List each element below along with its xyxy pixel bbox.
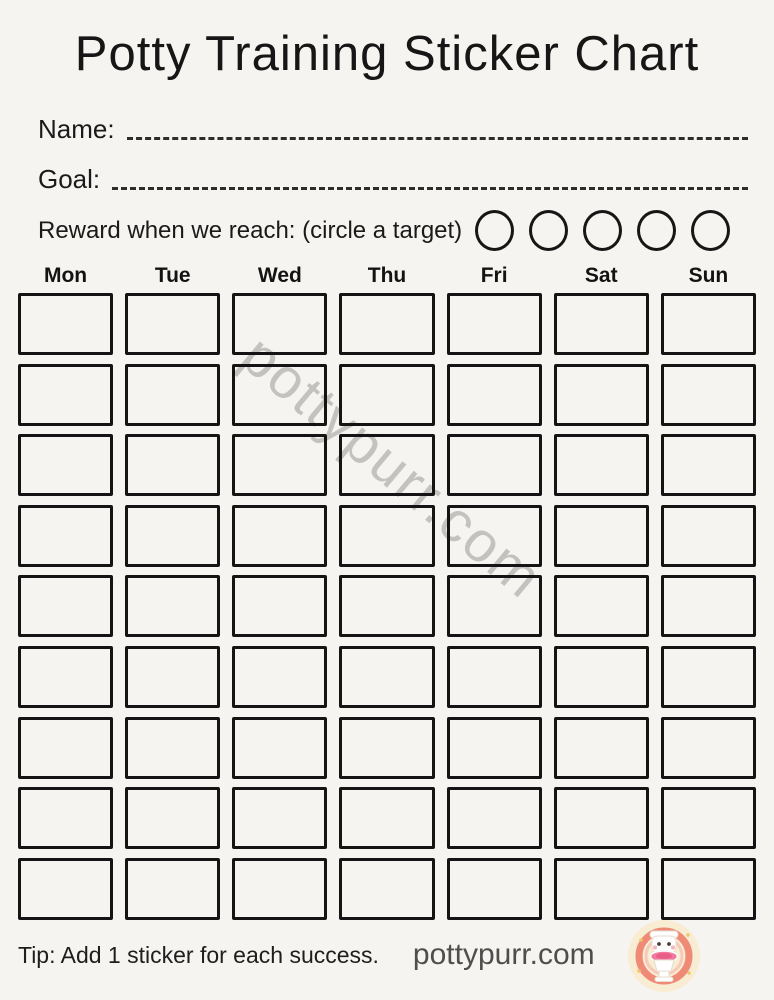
sticker-cell-sat-row2 <box>554 364 649 426</box>
day-label-tue: Tue <box>154 264 191 287</box>
day-label-wed: Wed <box>257 264 302 287</box>
sticker-cell-tue-row2 <box>125 364 220 426</box>
sticker-cell-fri-row8 <box>447 787 542 849</box>
sticker-cell-tue-row9 <box>125 858 220 920</box>
sticker-cell-wed-row9 <box>232 858 327 920</box>
sticker-cell-sat-row6 <box>554 646 649 708</box>
sticker-cell-sun-row8 <box>661 787 756 849</box>
day-label-fri: Fri <box>480 264 508 287</box>
sticker-cell-mon-row8 <box>18 787 113 849</box>
sticker-cell-thu-row1 <box>339 293 434 355</box>
sticker-cell-tue-row3 <box>125 434 220 496</box>
sticker-cell-fri-row1 <box>447 293 542 355</box>
sticker-cell-thu-row4 <box>339 505 434 567</box>
sticker-cell-wed-row4 <box>232 505 327 567</box>
sticker-cell-thu-row5 <box>339 575 434 637</box>
sticker-cell-tue-row1 <box>125 293 220 355</box>
day-header-row <box>18 264 756 288</box>
day-label-mon: Mon <box>43 264 88 287</box>
goal-row <box>38 166 748 193</box>
sticker-cell-wed-row3 <box>232 434 327 496</box>
sticker-cell-mon-row1 <box>18 293 113 355</box>
sticker-cell-tue-row7 <box>125 717 220 779</box>
sticker-cell-sun-row9 <box>661 858 756 920</box>
day-label-sun: Sun <box>688 264 729 287</box>
reward-label: Reward when we reach: (circle a target) <box>38 216 463 244</box>
sticker-cell-sat-row9 <box>554 858 649 920</box>
toilet-mascot-icon <box>627 919 701 993</box>
sticker-cell-thu-row3 <box>339 434 434 496</box>
sticker-cell-sun-row7 <box>661 717 756 779</box>
target-circle-1 <box>475 210 514 251</box>
sticker-cell-mon-row5 <box>18 575 113 637</box>
toilet-mascot-logo <box>627 919 701 993</box>
sticker-cell-mon-row3 <box>18 434 113 496</box>
footer-site-url: pottypurr.com <box>412 938 595 971</box>
sticker-cell-sun-row2 <box>661 364 756 426</box>
sticker-cell-thu-row6 <box>339 646 434 708</box>
name-blank-line <box>127 137 748 140</box>
name-label: Name: <box>38 114 115 144</box>
goal-blank-line <box>112 187 748 190</box>
sticker-cell-sat-row3 <box>554 434 649 496</box>
sticker-cell-sun-row6 <box>661 646 756 708</box>
sticker-cell-thu-row7 <box>339 717 434 779</box>
target-circle-3 <box>583 210 622 251</box>
sticker-cell-wed-row6 <box>232 646 327 708</box>
sticker-cell-thu-row9 <box>339 858 434 920</box>
sticker-cell-sun-row5 <box>661 575 756 637</box>
sticker-cell-fri-row2 <box>447 364 542 426</box>
sticker-cell-fri-row3 <box>447 434 542 496</box>
sticker-cell-fri-row7 <box>447 717 542 779</box>
sticker-cell-tue-row5 <box>125 575 220 637</box>
sticker-cell-sat-row5 <box>554 575 649 637</box>
sticker-cell-sat-row7 <box>554 717 649 779</box>
day-label-sat: Sat <box>584 264 618 287</box>
target-circles <box>475 210 730 251</box>
target-circle-5 <box>691 210 730 251</box>
sticker-cell-mon-row2 <box>18 364 113 426</box>
goal-label: Goal: <box>38 164 101 194</box>
sticker-cell-fri-row5 <box>447 575 542 637</box>
target-circle-2 <box>529 210 568 251</box>
sticker-cell-sat-row1 <box>554 293 649 355</box>
sticker-cell-wed-row7 <box>232 717 327 779</box>
sticker-cell-sun-row4 <box>661 505 756 567</box>
sticker-cell-fri-row9 <box>447 858 542 920</box>
reward-row <box>38 210 748 251</box>
watermark: pottypurr.com <box>229 323 555 611</box>
sticker-cell-thu-row2 <box>339 364 434 426</box>
sticker-cell-tue-row4 <box>125 505 220 567</box>
name-row <box>38 116 748 143</box>
sticker-cell-thu-row8 <box>339 787 434 849</box>
sticker-cell-tue-row6 <box>125 646 220 708</box>
sticker-cell-wed-row1 <box>232 293 327 355</box>
sticker-cell-mon-row4 <box>18 505 113 567</box>
sticker-cell-sat-row4 <box>554 505 649 567</box>
sticker-cell-wed-row5 <box>232 575 327 637</box>
sticker-cell-mon-row7 <box>18 717 113 779</box>
target-circle-4 <box>637 210 676 251</box>
page-title: Potty Training Sticker Chart <box>74 27 700 81</box>
sticker-grid <box>18 293 756 920</box>
sticker-cell-wed-row2 <box>232 364 327 426</box>
sticker-cell-sat-row8 <box>554 787 649 849</box>
footer-tip: Tip: Add 1 sticker for each success. <box>18 941 379 968</box>
day-label-thu: Thu <box>367 264 407 287</box>
sticker-cell-tue-row8 <box>125 787 220 849</box>
sticker-cell-wed-row8 <box>232 787 327 849</box>
sticker-cell-sun-row1 <box>661 293 756 355</box>
sticker-cell-mon-row6 <box>18 646 113 708</box>
sticker-cell-fri-row6 <box>447 646 542 708</box>
sticker-cell-sun-row3 <box>661 434 756 496</box>
footer <box>18 938 595 972</box>
sticker-cell-mon-row9 <box>18 858 113 920</box>
sticker-cell-fri-row4 <box>447 505 542 567</box>
